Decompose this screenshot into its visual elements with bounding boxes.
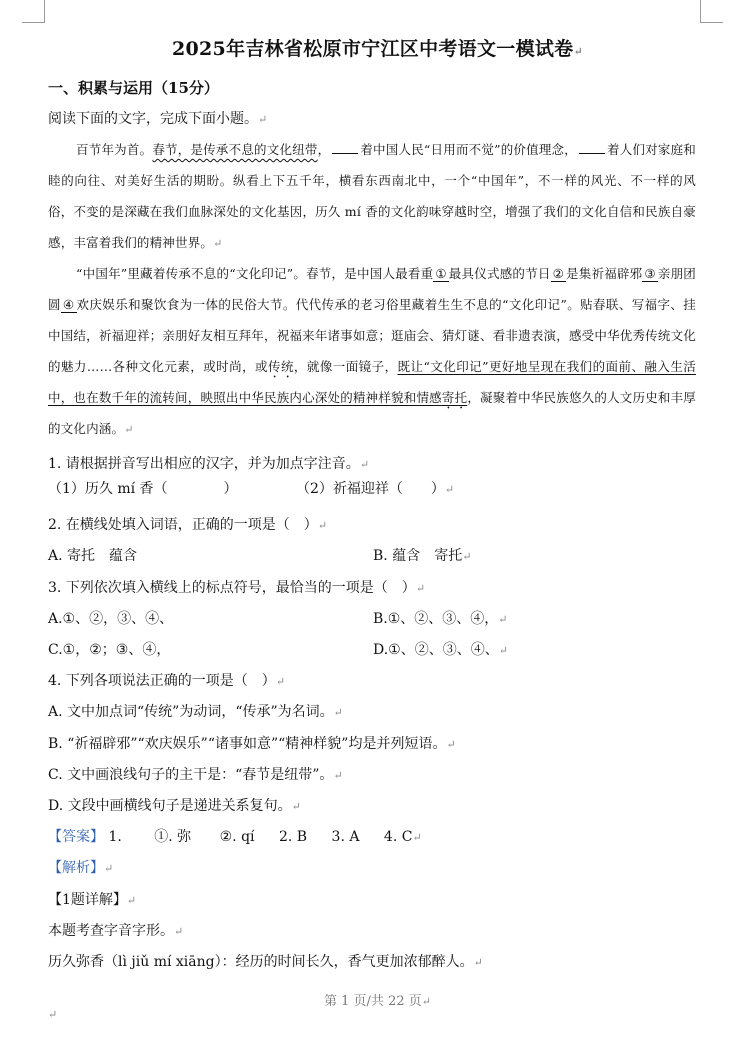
fill-blank-2 xyxy=(579,141,605,154)
page-footer: 第 1 页/共 22 页↵ xyxy=(324,994,431,1009)
punct-slot-2: ② xyxy=(552,266,565,281)
question-4-option-b: B. “祈福辟邪”“欢庆娱乐”“诸事如意”“精神样貌”均是并列短语。↵ xyxy=(48,736,456,752)
wavy-underlined-sentence: 春节，是传承不息的文化纽带 xyxy=(152,142,318,157)
question-4: 4. 下列各项说法正确的一项是（ ）↵ xyxy=(48,673,286,689)
reading-instruction: 阅读下面的文字，完成下面小题。↵ xyxy=(48,111,268,127)
punct-slot-3: ③ xyxy=(644,266,656,281)
answer-line: 【答案】 1. ①. 弥 ②. qí 2. B 3. A 4. C↵ xyxy=(48,829,422,845)
detail-heading-1: 【1题详解】↵ xyxy=(48,892,137,908)
dotted-word-jituo: 寄托 xyxy=(441,390,468,405)
question-2-option-a: A. 寄托 蕴含 xyxy=(48,548,138,564)
question-1-item-2: （2）祈福迎祥（ ）↵ xyxy=(296,481,455,497)
question-3: 3. 下列依次填入横线上的标点符号，最恰当的一项是（ ）↵ xyxy=(48,580,426,596)
punct-slot-4: ④ xyxy=(62,297,75,312)
passage-paragraph-2: “中国年”里藏着传承不息的“文化印记”。春节，是中国人最看重 ① 最具仪式感的节日 ② 是集祈福辟邪 ③ 亲朋团圆 ④ 欢庆娱乐和聚饮食为一体的民俗大节。代代传承的老习俗里藏着生生不息的“文化印记”。贴春联、写福字、挂中国结，祈福迎祥；亲朋好友相互拜年，祝福来年诸事如意；逛庙会、猜灯谜、看非遗表演，感受中华优秀传统文化的魅力……各种文化元素，或时尚，或传统，就像一面镜子，既让“文化印记”更好地呈现在我们的面前、融入生活中，也在数千年的流转间，映照出中华民族内心深处的精神样貌和情感寄托，凝聚着中华民族悠久的人文历史和丰厚的文化内涵。↵ xyxy=(48,266,697,436)
answer-label: 【答案】 xyxy=(48,829,104,845)
question-1-item-1: （1）历久 mí 香（ ） xyxy=(48,481,238,497)
question-4-option-a: A. 文中加点词“传统”为动词，“传承”为名词。↵ xyxy=(48,704,343,720)
question-4-option-d: D. 文段中画横线句子是递进关系复句。↵ xyxy=(48,798,301,814)
page-title: 2025年吉林省松原市宁江区中考语文一模试卷↵ xyxy=(171,38,583,60)
paragraph-mark: ↵ xyxy=(48,1008,58,1021)
page-corner-mark-left xyxy=(22,0,45,23)
detail-text: 本题考查字音字形。↵ xyxy=(48,923,184,939)
question-2-option-b: B. 蕴含 寄托↵ xyxy=(373,548,472,564)
underlined-sentence: 既让“文化印记”更好地呈现在我们的面前、融入生活中，也在数千年的流转间，映照出中华民族内心深处的精神样貌和情感寄托 xyxy=(48,359,696,405)
detail-definition: 历久弥香（lì jiǔ mí xiāng）：经历的时间长久，香气更加浓郁醉人。↵ xyxy=(48,954,483,970)
question-3-option-d: D.①、②、③、④、↵ xyxy=(373,642,508,658)
analysis-label: 【解析】↵ xyxy=(48,860,114,876)
question-3-option-a: A.①、②，③、④、 xyxy=(48,611,174,627)
question-3-option-c: C.①，②；③、④， xyxy=(48,642,171,658)
section-heading: 一、积累与运用（15分） xyxy=(48,79,219,97)
question-2: 2. 在横线处填入词语，正确的一项是（ ）↵ xyxy=(48,517,328,533)
question-3-option-b: B.①、②、③、④，↵ xyxy=(373,611,508,627)
question-4-option-c: C. 文中画浪线句子的主干是：“春节是纽带”。↵ xyxy=(48,767,343,783)
fill-blank-1 xyxy=(332,141,358,154)
dotted-word-chuantong: 传统 xyxy=(267,359,294,374)
question-1: 1. 请根据拼音写出相应的汉字，并为加点字注音。↵ xyxy=(48,456,370,472)
punct-slot-1: ① xyxy=(435,266,447,281)
passage-paragraph-1: 百节年为首。春节，是传承不息的文化纽带， 着中国人民“日用而不觉”的价值理念， 着人们对家庭和睦的向往、对美好生活的期盼。纵看上下五千年，横看东西南北中，一个“中国年”，不一样的风光、不一样的风俗，不变的是深藏在我们血脉深处的文化基因，历久 mí 香的文化韵味穿越时空，增强了我们的文化自信和民族自豪感，丰富着我们的精神世界。↵ xyxy=(48,142,697,250)
page-corner-mark-right xyxy=(700,0,723,23)
